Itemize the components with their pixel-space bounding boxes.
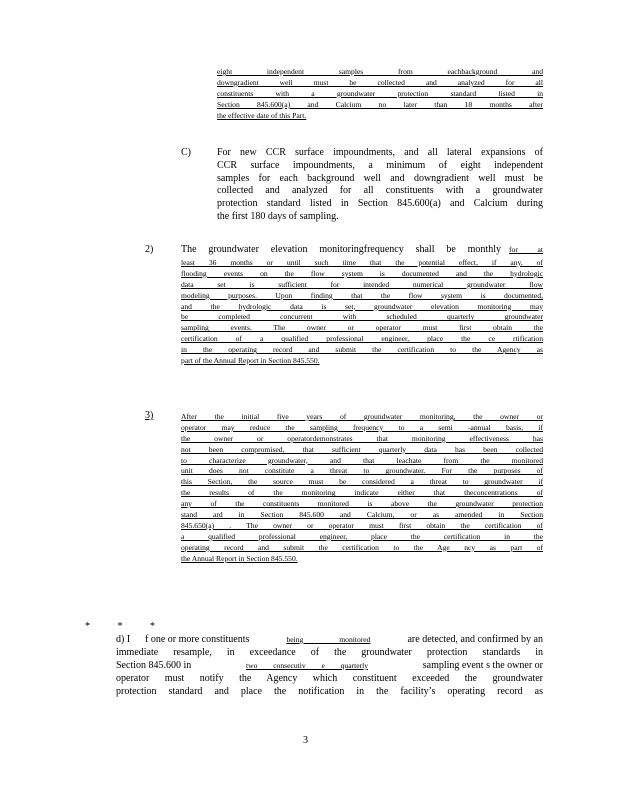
- underlined-segment: being monitored: [286, 635, 371, 644]
- omission-stars: [85, 621, 155, 632]
- text-line: in the operating record and submit the certification to the Agency as: [181, 345, 543, 355]
- text-line: protection standard listed in Section 845.600(a) and Calcium during: [217, 198, 543, 210]
- section-d-line1: [145, 634, 543, 647]
- text-line: For new CCR surface impoundments, and all lateral expansions of: [217, 147, 543, 158]
- text-line: the first 180 days of sampling.: [217, 210, 339, 222]
- text-line: protection standard and place the notification in the facility’s operating record as: [116, 685, 543, 697]
- text-line: and the hydrologic data is set, groundwater elevation monitoring may: [181, 301, 543, 311]
- item-3-text: [181, 412, 543, 564]
- text-line: constituents with a groundwater protection standard listed in: [217, 88, 543, 98]
- page-number: 3: [303, 735, 308, 746]
- text-line: a qualified professional engineer, place the certification in the: [181, 531, 543, 541]
- text-line: any of the constituents monitored is above the groundwater protection: [181, 499, 543, 509]
- text-line: downgradient well must be collected and analyzed for all: [217, 77, 543, 87]
- text-segment: Section 845.600 in: [116, 660, 192, 671]
- section-c-label: C): [181, 147, 191, 158]
- text-line: Section 845.600(a) and Calcium no later than 18 months after: [217, 99, 543, 109]
- text-line: the results of the monitoring indicate either that theconcentrations of: [181, 488, 543, 498]
- item-2-text: [181, 258, 543, 367]
- star: *: [150, 621, 155, 632]
- text-line: be completed concurrent with scheduled quarterly groundwater: [181, 312, 543, 322]
- item-3-label: 3): [145, 410, 154, 421]
- underlined-segment: for at: [509, 245, 543, 254]
- text-segment: are detected, and confirmed by an: [407, 634, 543, 645]
- text-line: the owner or operatordemonstrates that monitoring effectiveness has: [181, 433, 543, 443]
- text-line: part of the Annual Report in Section 845.550.: [181, 356, 320, 366]
- text-segment: The groundwater elevation monitoringfrequency shall be monthly: [181, 244, 501, 255]
- section-d-rest: [116, 673, 543, 699]
- section-d-label: d) I: [116, 634, 131, 645]
- section-b-continuation: [217, 67, 543, 121]
- text-line: immediate resample, in exceedance of the groundwater protection standards in: [116, 647, 543, 658]
- text-line: operator must notify the Agency which constituent exceeded the groundwater: [116, 673, 543, 684]
- text-line: operating record and submit the certification to the Age ncy as part of: [181, 542, 543, 552]
- text-line: sampling events. The owner or operator must first obtain the: [181, 323, 543, 333]
- text-segment: f one or more constituents: [145, 634, 250, 645]
- text-line: data set is sufficient for intended numerical groundwater flow: [181, 279, 543, 289]
- text-line: the Annual Report in Section 845.550.: [181, 553, 298, 563]
- text-line: After the initial five years of groundwater monitoring, the owner or: [181, 412, 543, 421]
- text-line: CCR surface impoundments, a minimum of eight independent: [217, 159, 543, 171]
- text-line: unit does not constitute a threat to groundwater. For the purposes of: [181, 466, 543, 476]
- text-line: flooding events on the flow system is documented and the hydrologic: [181, 268, 543, 278]
- text-line: collected and analyzed for all constituents with a groundwater: [217, 185, 543, 197]
- section-c-text: [217, 147, 543, 224]
- item-2-first-line: [181, 244, 543, 257]
- text-line: 845.650(a) . The owner or operator must first obtain the certification of: [181, 520, 543, 530]
- star: *: [85, 621, 90, 632]
- star: *: [117, 621, 123, 632]
- text-line: certification of a qualified professional engineer, place the ce rtification: [181, 334, 543, 344]
- section-d-line3: [116, 660, 543, 673]
- text-line: least 36 months or until such time that the potential effect, if any, of: [181, 258, 543, 267]
- text-line: to characterize groundwater, and that leachate from the monitored: [181, 455, 543, 465]
- text-line: this Section, the source must be considered a threat to groundwater if: [181, 477, 543, 487]
- text-line: eight independent samples from eachbackground and: [217, 67, 543, 76]
- text-segment: sampling event s the owner or: [422, 660, 543, 671]
- item-2-label: 2): [145, 244, 154, 255]
- text-line: stand ard in Section 845.600 and Calcium, or as amended in Section: [181, 510, 543, 520]
- underlined-segment: two consecutiv e quarterly: [246, 661, 369, 670]
- text-line: not been compromised, that sufficient quarterly data has been collected: [181, 444, 543, 454]
- text-line: samples for each background well and downgradient well must be: [217, 172, 543, 184]
- text-line: the effective date of this Part.: [217, 110, 307, 120]
- section-d-line2: [116, 647, 543, 660]
- text-line: operator may reduce the sampling frequency to a semi -annual basis, if: [181, 422, 543, 432]
- text-line: modeling purposes. Upon finding that the flow system is documented,: [181, 290, 543, 300]
